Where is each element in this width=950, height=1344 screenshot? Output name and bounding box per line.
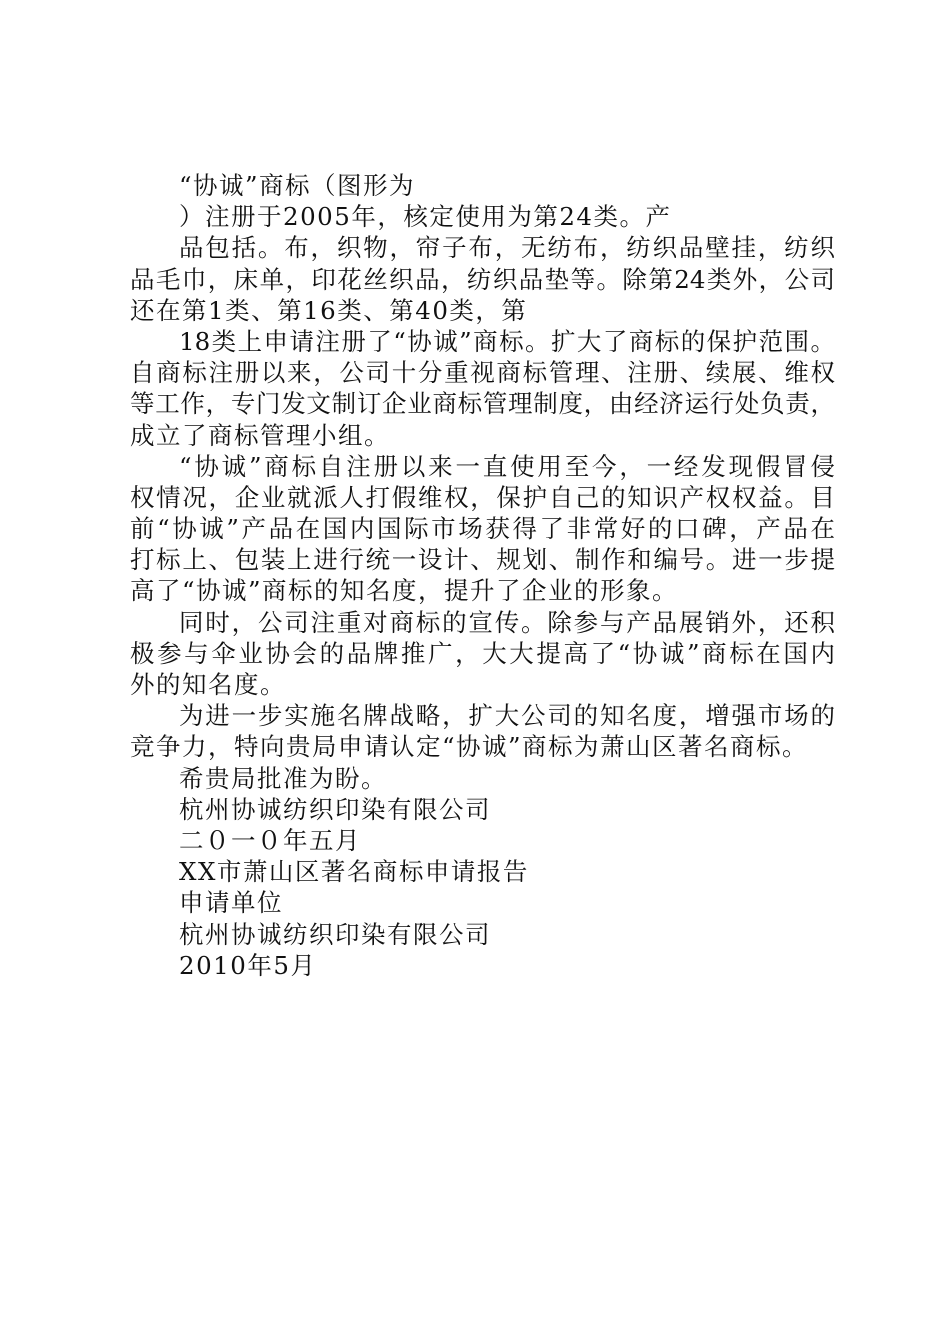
text-line: 申请单位 [179, 888, 283, 918]
text-line: 前“协诚”产品在国内国际市场获得了非常好的口碑，产品在 [130, 514, 835, 544]
text-line: 等工作，专门发文制订企业商标管理制度，由经济运行处负责， [130, 389, 835, 419]
text-line: 打标上、包装上进行统一设计、规划、制作和编号。进一步提 [130, 545, 835, 575]
text-line: 同时，公司注重对商标的宣传。除参与产品展销外，还积 [179, 607, 835, 637]
text-line: 高了“协诚”商标的知名度，提升了企业的形象。 [130, 576, 679, 606]
text-line: 18类上申请注册了“协诚”商标。扩大了商标的保护范围。 [179, 326, 835, 356]
document-body [130, 170, 835, 981]
text-line: 品包括。布，织物，帘子布，无纺布，纺织品壁挂，纺织 [179, 233, 835, 263]
text-line: 还在第1类、第16类、第40类，第 [130, 295, 528, 325]
text-line: 权情况，企业就派人打假维权，保护自己的知识产权权益。目 [130, 482, 835, 512]
text-line: “协诚”商标（图形为 [179, 171, 416, 200]
text-line: 杭州协诚纺织印染有限公司 [179, 794, 491, 824]
text-line: 竞争力，特向贵局申请认定“协诚”商标为萧山区著名商标。 [130, 732, 809, 762]
text-line: 希贵局批准为盼。 [179, 763, 387, 793]
text-line: 2010年5月 [179, 950, 317, 980]
text-line: 杭州协诚纺织印染有限公司 [179, 919, 491, 949]
text-line: 成立了商标管理小组。 [130, 420, 390, 450]
text-line: ）注册于2005年，核定使用为第24类。产 [179, 202, 672, 232]
text-line: “协诚”商标自注册以来一直使用至今，一经发现假冒侵 [179, 451, 835, 481]
text-line: 为进一步实施名牌战略，扩大公司的知名度，增强市场的 [179, 701, 835, 731]
text-line: 品毛巾，床单，印花丝织品，纺织品垫等。除第24类外，公司 [130, 264, 835, 294]
text-line: 极参与伞业协会的品牌推广，大大提高了“协诚”商标在国内 [130, 638, 835, 668]
text-line: 二０一０年五月 [179, 825, 361, 855]
text-line: 外的知名度。 [130, 670, 286, 699]
text-line: 自商标注册以来，公司十分重视商标管理、注册、续展、维权 [130, 358, 835, 388]
text-line: XX市萧山区著名商标申请报告 [179, 857, 529, 887]
